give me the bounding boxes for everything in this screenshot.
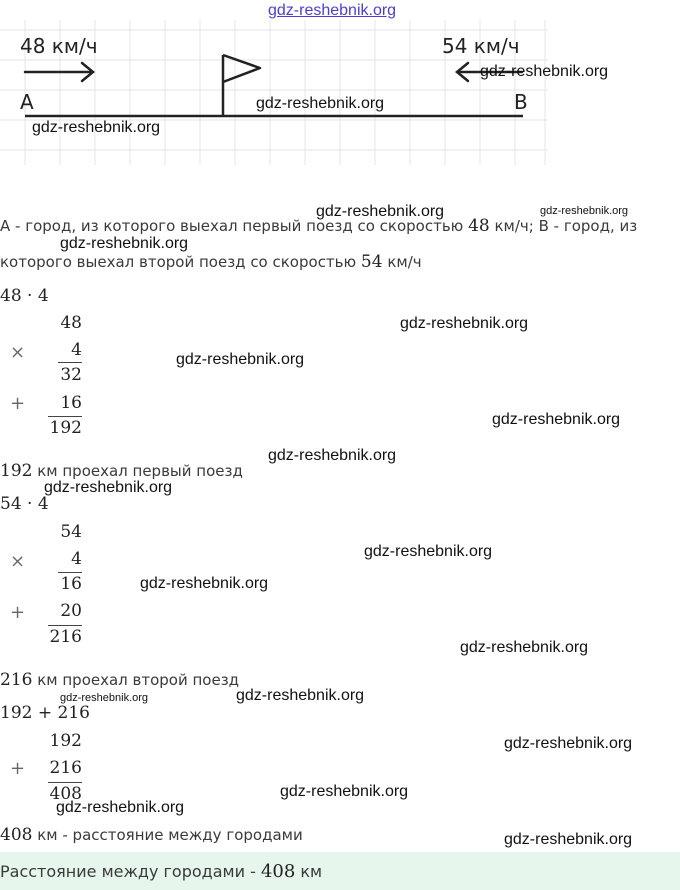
watermark[interactable]: gdz-reshebnik.org: [32, 119, 161, 136]
calc2-multiply-sign: ×: [10, 551, 26, 572]
watermark[interactable]: gdz-reshebnik.org: [480, 63, 609, 80]
watermark-top[interactable]: gdz-reshebnik.org: [268, 2, 397, 19]
watermark[interactable]: gdz-reshebnik.org: [504, 831, 633, 848]
calc3-conclusion-text: км - расстояние между городами: [32, 826, 303, 844]
watermark[interactable]: gdz-reshebnik.org: [268, 447, 397, 464]
intro-line-2: [0, 252, 422, 272]
watermark[interactable]: gdz-reshebnik.org: [256, 95, 385, 112]
point-b-label: B: [514, 90, 528, 114]
speed-right-label: 54 км/ч: [442, 34, 520, 58]
watermark[interactable]: gdz-reshebnik.org: [44, 479, 173, 496]
calc1-operand-a: 48: [60, 313, 82, 333]
calc2-rule-2: [48, 625, 82, 626]
calc2-expression: 54 · 4: [0, 494, 49, 514]
intro-line-2-suffix: км/ч: [382, 253, 422, 271]
watermark[interactable]: gdz-reshebnik.org: [280, 783, 409, 800]
speed-left-label: 48 км/ч: [20, 34, 98, 58]
calc1-partial-1: 32: [60, 365, 82, 385]
answer-suffix: км: [295, 862, 323, 881]
calc1-conclusion-text: км проехал первый поезд: [32, 462, 243, 480]
watermark[interactable]: gdz-reshebnik.org: [60, 235, 189, 252]
calc3-conclusion-number: 408: [0, 825, 33, 845]
watermark[interactable]: gdz-reshebnik.org: [492, 411, 621, 428]
watermark[interactable]: gdz-reshebnik.org: [364, 543, 493, 560]
calc1-plus-sign: +: [10, 393, 26, 414]
calc2-rule-1: [58, 572, 82, 573]
calc1-expression: 48 · 4: [0, 286, 49, 306]
calc3-rule: [48, 782, 82, 783]
flag-icon: [223, 55, 260, 116]
calc1-conclusion-number: 192: [0, 461, 33, 481]
calc2-operand-b: 4: [71, 549, 82, 569]
calc2-conclusion-number: 216: [0, 670, 33, 690]
calc3-expression: 192 + 216: [0, 703, 90, 723]
calc3-result: 408: [49, 784, 82, 804]
answer-text: [0, 861, 322, 882]
watermark[interactable]: gdz-reshebnik.org: [236, 687, 365, 704]
calc3-conclusion: [0, 825, 303, 845]
calc3-operand-a: 192: [49, 731, 82, 751]
answer-box: [0, 852, 680, 890]
calc1-conclusion: [0, 461, 243, 481]
watermark[interactable]: gdz-reshebnik.org: [460, 639, 589, 656]
calc2-result: 216: [49, 627, 82, 647]
calc1-result: 192: [49, 418, 82, 438]
watermark[interactable]: gdz-reshebnik.org: [60, 692, 149, 704]
intro-line-2-number: 54: [360, 252, 383, 272]
calc2-conclusion: [0, 670, 239, 690]
intro-line-1-suffix: км/ч; В - город, из: [489, 217, 638, 235]
calc3-plus-sign: +: [10, 758, 26, 779]
calc2-partial-1: 16: [60, 574, 82, 594]
watermark[interactable]: gdz-reshebnik.org: [140, 575, 269, 592]
watermark[interactable]: gdz-reshebnik.org: [540, 205, 629, 217]
calc1-operand-b: 4: [71, 340, 82, 360]
watermark[interactable]: gdz-reshebnik.org: [176, 351, 305, 368]
calc2-conclusion-text: км проехал второй поезд: [32, 671, 240, 689]
calc1-multiply-sign: ×: [10, 342, 26, 363]
intro-line-1-prefix: А - город, из которого выехал первый поезд со скоростью: [0, 217, 469, 235]
answer-prefix: Расстояние между городами -: [0, 862, 261, 881]
intro-line-2-prefix: которого выехал второй поезд со скоростью: [0, 253, 361, 271]
watermark[interactable]: gdz-reshebnik.org: [504, 735, 633, 752]
calc2-partial-2: 20: [60, 601, 82, 621]
calc1-rule-2: [48, 416, 82, 417]
watermark[interactable]: gdz-reshebnik.org: [400, 315, 529, 332]
calc3-operand-b: 216: [49, 758, 82, 778]
calc1-partial-2: 16: [60, 393, 82, 413]
watermark[interactable]: gdz-reshebnik.org: [56, 799, 185, 816]
calc2-plus-sign: +: [10, 602, 26, 623]
answer-number: 408: [260, 861, 296, 882]
intro-line-1-number: 48: [468, 216, 490, 236]
watermark[interactable]: gdz-reshebnik.org: [316, 203, 445, 220]
arrow-right-icon: [25, 63, 93, 81]
calc1-rule-1: [58, 362, 82, 363]
point-a-label: A: [20, 90, 34, 114]
calc2-operand-a: 54: [60, 522, 82, 542]
